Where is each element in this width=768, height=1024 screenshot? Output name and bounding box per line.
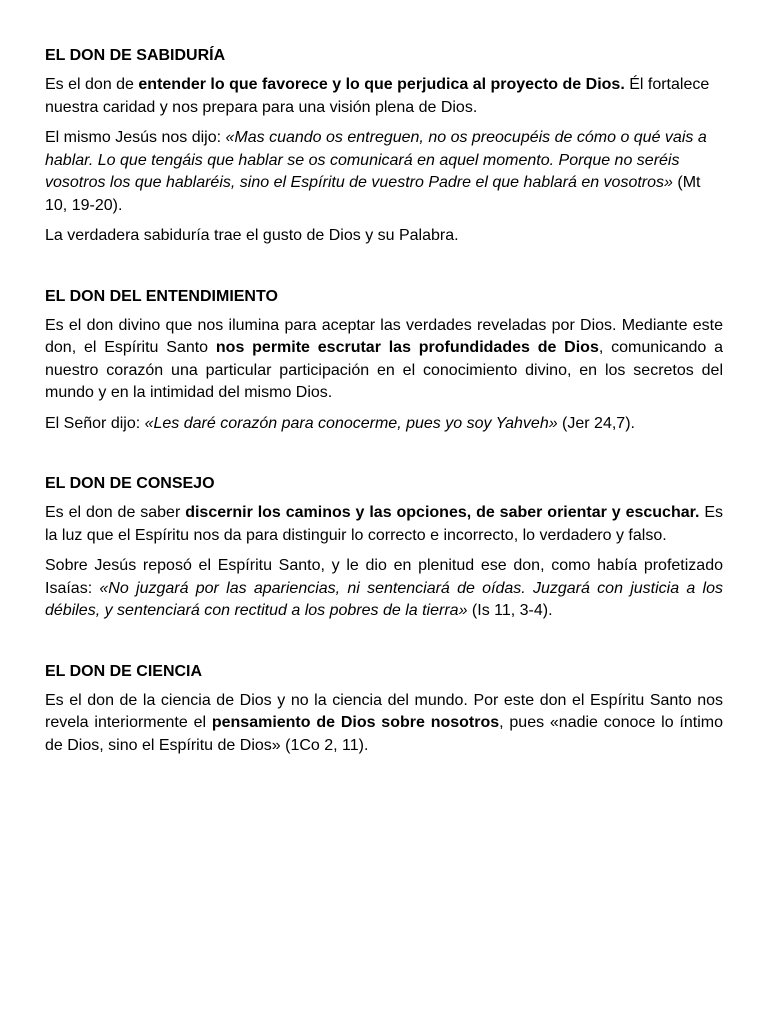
section-heading: EL DON DEL ENTENDIMIENTO (45, 287, 278, 305)
section-gap (45, 631, 723, 660)
section-ciencia (45, 660, 723, 758)
paragraph-text: Es el don de saber (45, 504, 186, 521)
paragraph (45, 690, 723, 758)
paragraph: La verdadera sabiduría trae el gusto de Dios y su Palabra. (45, 227, 459, 244)
paragraph (45, 502, 723, 547)
paragraph-text: Es la luz que el Espíritu nos da para distinguir lo correcto e incorrecto, lo verdadero y falso. (45, 504, 723, 544)
section-heading: EL DON DE CONSEJO (45, 475, 215, 492)
bold-text: pensamiento de Dios sobre nosotros (211, 714, 500, 731)
paragraph (45, 127, 723, 217)
section-heading: EL DON DE CIENCIA (45, 662, 203, 680)
paragraph-text: Sobre Jesús reposó el Espíritu Santo, y le dio en plenitud ese don, como había profetizado Isaías: (45, 557, 723, 597)
paragraph-text: El Señor dijo: (45, 414, 145, 432)
citation: (Is 11, 3-4). (467, 602, 553, 619)
citation: (Mt 10, 19-20). (45, 174, 701, 214)
quote-text: «Mas cuando os entreguen, no os preocupéis de cómo o qué vais a hablar. Lo que tengáis que hablar se os comunicará en aquel momento. Porque no seréis vosotros los que hablaréis, sino el Espíritu de vuestro Padre el que hablará en vosotros» (45, 129, 707, 191)
paragraph (45, 315, 723, 405)
document-page (45, 44, 723, 765)
section-heading: EL DON DE SABIDURÍA (45, 47, 226, 64)
paragraph-text: Es el don de la ciencia de Dios y no la ciencia del mundo. Por este don el Espíritu Santo nos revela interiormente el (45, 691, 723, 731)
paragraph-text: Es el don divino que nos ilumina para aceptar las verdades reveladas por Dios. Mediante este don, el Espíritu Santo (45, 316, 723, 356)
section-gap (45, 443, 723, 472)
paragraph-text: Es el don de (45, 76, 139, 93)
bold-text: discernir los caminos y las opciones, de saber orientar y escuchar. (185, 504, 700, 521)
bold-text: nos permite escrutar las profundidades de Dios (215, 339, 599, 356)
section-consejo (45, 472, 723, 623)
paragraph-text: El mismo Jesús nos dijo: (45, 129, 226, 146)
paragraph (45, 413, 723, 436)
paragraph (45, 555, 723, 623)
citation: (Jer 24,7). (557, 414, 635, 432)
paragraph-text: , comunicando a nuestro corazón una particular participación en el conocimiento divino, en los secretos del mundo y en la intimidad del mismo Dios. (45, 339, 723, 401)
section-gap (45, 256, 723, 285)
section-sabiduria (45, 44, 723, 248)
bold-text: entender lo que favorece y lo que perjudica al proyecto de Dios. (138, 76, 625, 93)
paragraph-text: Él fortalece nuestra caridad y nos prepara para una visión plena de Dios. (45, 76, 710, 116)
paragraph (45, 74, 723, 119)
quote-text: «No juzgará por las apariencias, ni sentenciará de oídas. Juzgará con justicia a los débiles, y sentenciará con rectitud a los pobres de la tierra» (45, 579, 724, 619)
quote-text: «Les daré corazón para conocerme, pues yo soy Yahveh» (144, 414, 558, 432)
section-entendimiento (45, 285, 723, 436)
paragraph-text: , pues «nadie conoce lo íntimo de Dios, sino el Espíritu de Dios» (1Co 2, 11). (45, 714, 724, 754)
